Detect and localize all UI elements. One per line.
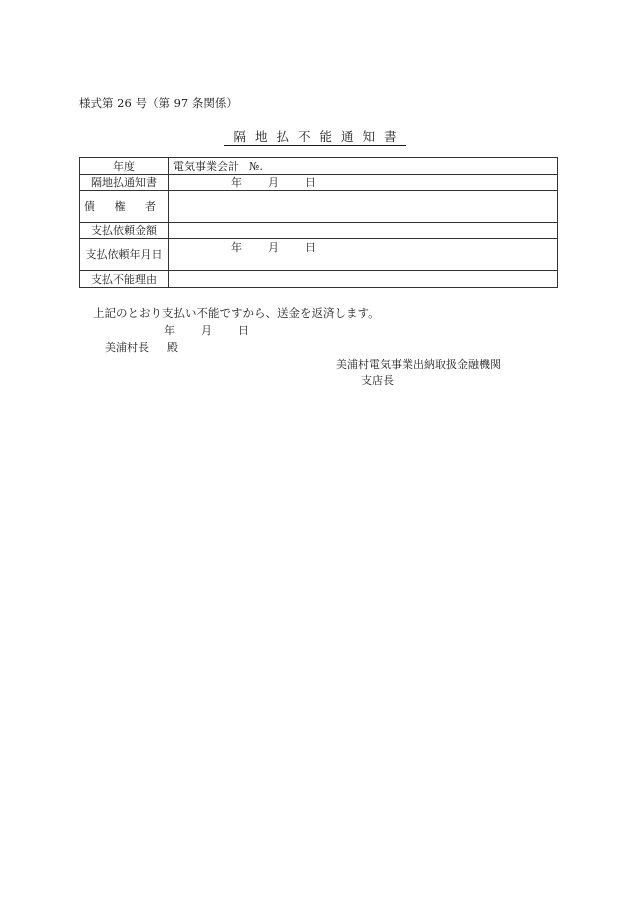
- date-day: 日: [305, 176, 316, 189]
- date-year: 年: [164, 324, 175, 337]
- date-day: 日: [238, 324, 249, 337]
- date-day: 日: [305, 241, 316, 254]
- table-row-notice-date: [80, 175, 558, 191]
- notice-form-table: [79, 157, 558, 288]
- label-creditor: 債 権 者: [80, 191, 169, 223]
- document-title: [0, 127, 630, 145]
- value-creditor: [169, 191, 558, 223]
- issue-date: [164, 322, 249, 338]
- number-mark: №.: [249, 159, 263, 173]
- label-reason: 支払不能理由: [80, 271, 169, 288]
- value-notice-date: [169, 175, 558, 191]
- table-row-reason: [80, 271, 558, 288]
- date-month: 月: [201, 324, 212, 337]
- document-title-text: 隔地払不能通知書: [224, 129, 405, 146]
- value-request-date: [169, 239, 558, 271]
- addressee-honorific: 殿: [167, 341, 178, 354]
- label-fiscal-year: 年度: [80, 158, 169, 175]
- date-year: 年: [231, 176, 242, 189]
- table-row-amount: [80, 223, 558, 239]
- value-amount: [169, 223, 558, 239]
- value-reason: [169, 271, 558, 288]
- date-year: 年: [231, 241, 242, 254]
- date-month: 月: [268, 176, 279, 189]
- table-row-creditor: [80, 191, 558, 223]
- label-amount: 支払依頼金額: [80, 223, 169, 239]
- label-notice: 隔地払通知書: [80, 175, 169, 191]
- sender-institution: 美浦村電気事業出納取扱金融機関: [336, 358, 501, 371]
- table-row-fiscal-year: [80, 158, 558, 175]
- statement-text: 上記のとおり支払い不能ですから、送金を返済します。: [93, 306, 380, 320]
- form-number: 様式第 26 号（第 97 条関係）: [79, 96, 238, 110]
- date-month: 月: [268, 241, 279, 254]
- table-row-request-date: [80, 239, 558, 271]
- addressee-name: 美浦村長: [105, 341, 149, 354]
- value-account: [169, 158, 558, 175]
- addressee: [105, 339, 178, 355]
- account-name: 電気事業会計: [173, 159, 239, 173]
- label-request-date: 支払依頼年月日: [80, 239, 169, 271]
- sender-title: 支店長: [361, 374, 394, 387]
